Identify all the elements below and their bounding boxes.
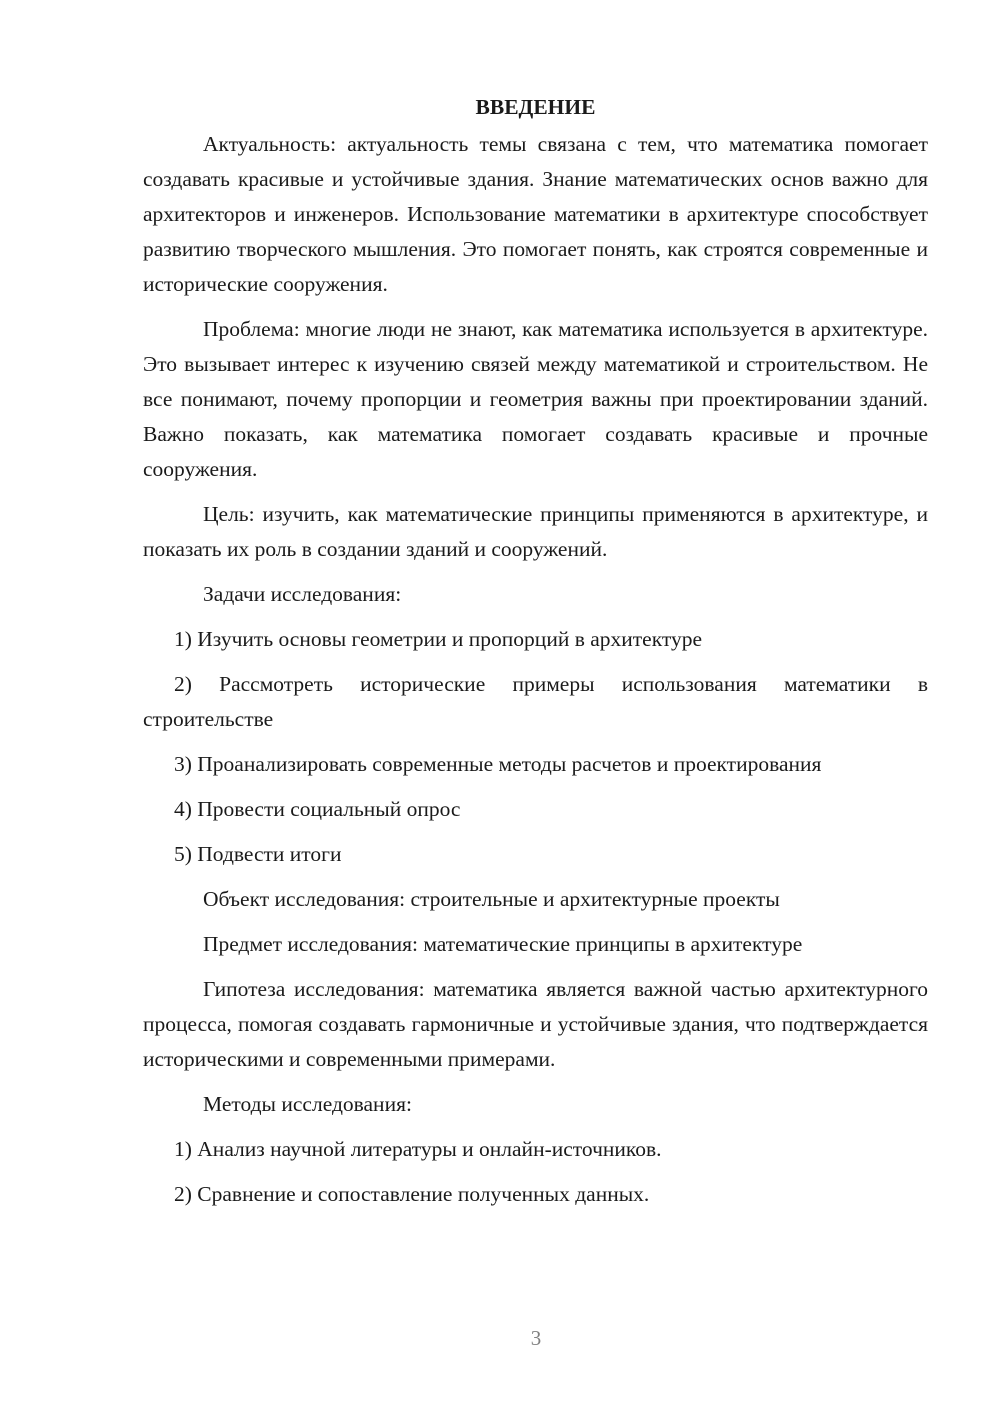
research-subject: Предмет исследования: математические принципы в архитектуре: [203, 932, 803, 956]
page-number: 3: [530, 1326, 542, 1350]
task-item-2: 2) Рассмотреть исторические примеры использования математики в строительстве: [143, 672, 928, 731]
task-item-4: 4) Провести социальный опрос: [174, 797, 461, 821]
task-item-3: 3) Проанализировать современные методы расчетов и проектирования: [174, 752, 822, 776]
task-item-1: 1) Изучить основы геометрии и пропорций в архитектуре: [174, 627, 703, 651]
tasks-heading: Задачи исследования:: [203, 582, 402, 606]
method-item-2: 2) Сравнение и сопоставление полученных данных.: [174, 1182, 650, 1206]
paragraph-goal: Цель: изучить, как математические принципы применяются в архитектуре, и показать их роль в создании зданий и сооружений.: [143, 502, 928, 561]
document-page: [143, 90, 928, 1222]
methods-heading: Методы исследования:: [203, 1092, 412, 1116]
paragraph-relevance: Актуальность: актуальность темы связана с тем, что математика помогает создавать красивые и устойчивые здания. Знание математических основ важно для архитекторов и инженеров. Использование математики в архитектуре способствует развитию творческого мышления. Это помогает понять, как строятся современные и исторические сооружения.: [143, 132, 928, 296]
paragraph-problem: Проблема: многие люди не знают, как математика используется в архитектуре. Это вызывает интерес к изучению связей между математикой и строительством. Не все понимают, почему пропорции и геометрия важны при проектировании зданий. Важно показать, как математика помогает создавать красивые и прочные сооружения.: [143, 317, 928, 481]
method-item-1: 1) Анализ научной литературы и онлайн-источников.: [174, 1137, 662, 1161]
research-object: Объект исследования: строительные и архитектурные проекты: [203, 887, 780, 911]
research-hypothesis: Гипотеза исследования: математика является важной частью архитектурного процесса, помогая создавать гармоничные и устойчивые здания, что подтверждается историческими и современными примерами.: [143, 977, 928, 1071]
section-title: ВВЕДЕНИЕ: [475, 95, 596, 119]
task-item-5: 5) Подвести итоги: [174, 842, 342, 866]
